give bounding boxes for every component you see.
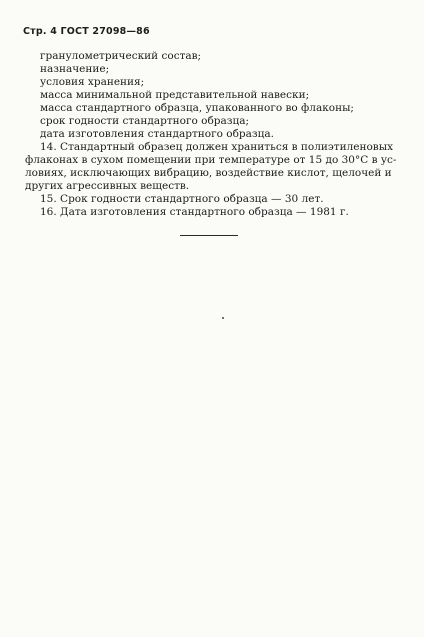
list-item-packaged-mass: масса стандартного образца, упакованного во флаконы; — [40, 102, 354, 114]
print-speck — [222, 317, 224, 319]
list-item-storage: условия хранения; — [40, 76, 145, 88]
list-item-manufacture-date: дата изготовления стандартного образца. — [40, 128, 274, 140]
clause-14-line-1: 14. Стандартный образец должен храниться в полиэтиленовых — [40, 141, 393, 153]
clause-14-line-2: флаконах в сухом помещении при температуре от 15 до 30°С в ус- — [25, 154, 397, 166]
section-divider — [180, 235, 238, 236]
clause-15: 15. Срок годности стандартного образца — 30 лет. — [40, 193, 324, 205]
clause-14-line-3: ловиях, исключающих вибрацию, воздействие кислот, щелочей и — [25, 167, 392, 179]
list-item-granulometric: гранулометрический состав; — [40, 50, 202, 62]
page-header: Стр. 4 ГОСТ 27098—86 — [23, 26, 150, 37]
list-item-min-sample-mass: масса минимальной представительной навески; — [40, 89, 310, 101]
clause-16: 16. Дата изготовления стандартного образца — 1981 г. — [40, 206, 349, 218]
clause-14 — [25, 141, 397, 193]
list-item-purpose: назначение; — [40, 63, 110, 75]
list-item-shelf-life: срок годности стандартного образца; — [40, 115, 250, 127]
clause-14-line-4: других агрессивных веществ. — [25, 180, 190, 192]
